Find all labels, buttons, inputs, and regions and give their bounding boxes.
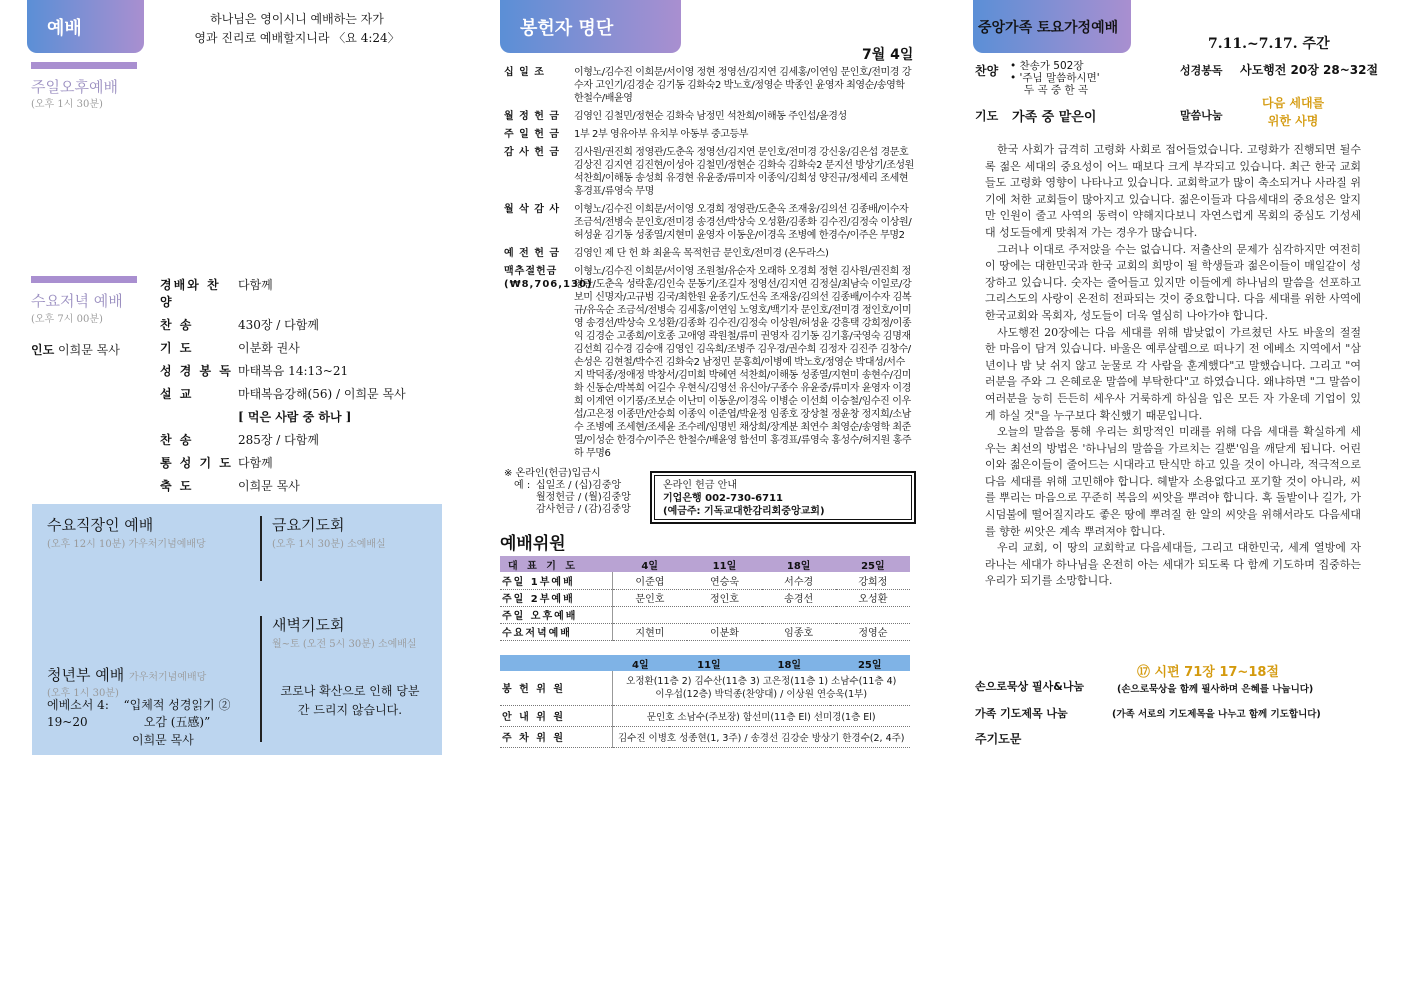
prayer-person: 서수경 (762, 572, 836, 589)
order-row (160, 474, 430, 497)
date-header: 18일 (777, 659, 802, 671)
online-examples (504, 480, 631, 516)
meditation-paragraph: 사도행전 20장에는 다음 세대를 위해 밤낮없이 가르쳤던 사도 바울의 절절한 마음이 담겨 있습니다. 바울은 예루살렘으로 떠나기 전 에베소 지역에서 "삼 년이나 밤 낮 쉬지 않고 눈물로 각 사람을 훈계했다"고 말했습니다. 그리고 "여러분을 주와 그 은혜로운 말씀에 부탁한다"고 하였습니다. 왜냐하면 "그 말씀이 여러분을 능히 든든히 세우사 거룩하게 하심을 입은 모든 자 가운데 기업이 있게 하실 것"을 누구보다 확신했기 때문입니다. (985, 325, 1361, 422)
order-key: 성 경 봉 독 (160, 364, 233, 378)
youth-time: (오후 1시 30분) (47, 688, 119, 699)
week-range: 7.11.~7.17. 주간 (1208, 36, 1330, 52)
offerers-tab-title: 봉헌자 명단 (520, 17, 614, 39)
staff-names: 문인호 소남수(주보장) 함선미(11층 El) 선미경(1층 El) (612, 705, 910, 726)
prayer-person: 송경선 (762, 589, 836, 606)
word-title-line: 다음 세대를 (1262, 96, 1325, 110)
order-key: 축 도 (160, 479, 194, 493)
offering-names: 이형노/김수진 이희문/서이영 정현 정영선/김지연 김세홍/이연임 문인호/전미경 강수자 고인기/김경순 김기동 김화숙2 박노호/정영순 박종인 윤영자 최영순/송영학 한철수/배윤영 (574, 67, 912, 104)
order-value: 마태복음강해(56) / 이희문 목사 (238, 387, 406, 401)
hymn-list (1010, 60, 1100, 96)
section-bar (31, 276, 137, 283)
offering-row (504, 203, 914, 242)
youth-ref: 에베소서 4: 19~20 (47, 698, 109, 729)
wed-time: (오후 7시 00분) (31, 314, 103, 325)
online-ex-list (536, 480, 631, 516)
prayer-person: 강희정 (836, 572, 910, 589)
youth-place: 가우처기념예배당 (129, 672, 207, 683)
other-services-box (32, 504, 442, 755)
offering-type: 맥추절헌금 (₩8,706,130) (504, 266, 593, 290)
order-value: 마태복음 14:13~21 (238, 364, 349, 378)
service-name: 수요저녁예배 (500, 623, 612, 640)
word-label: 말씀나눔 (1180, 109, 1223, 122)
staff-names-line: 오정환(11층 2) 김수산(11층 3) 고은정(11층 1) 소남수(11층 4) (626, 675, 897, 687)
committee-title: 예배위원 (500, 534, 566, 554)
order-value: 다함께 (238, 278, 273, 292)
date-header: 11일 (697, 659, 721, 671)
offering-type: 십 일 조 (504, 67, 545, 78)
lords-prayer-label: 주기도문 (975, 732, 1022, 746)
family-worship-tab (973, 0, 1131, 53)
order-row (160, 382, 430, 405)
order-row (160, 405, 430, 428)
offering-date: 7월 4일 (862, 47, 914, 63)
staff-header-row (500, 655, 910, 671)
leader-name: 이희문 목사 (58, 343, 120, 357)
workers-title: 수요직장인 예배 (47, 516, 154, 534)
online-offering-box (650, 471, 916, 524)
order-value: 이희문 목사 (238, 479, 300, 493)
youth-heading (47, 664, 206, 685)
prayer-person: 이준엽 (612, 572, 687, 589)
workers-time: (오후 12시 10분) 가우처기념예배당 (47, 539, 206, 550)
prayer-person: 문인호 (612, 589, 687, 606)
offering-type: 월 삭 감 사 (504, 204, 561, 215)
handwrite-desc: (손으로묵상을 함께 필사하며 은혜를 나눕니다) (1117, 684, 1314, 695)
offering-type: 월 정 헌 금 (504, 111, 561, 122)
hymn-1: 찬송가 502장 (1019, 60, 1084, 72)
offering-row (504, 66, 914, 105)
order-row (160, 451, 430, 474)
prayer-person-text: 가족 중 맡은이 (1012, 110, 1097, 125)
date-header: 4일 (641, 560, 658, 572)
order-row (160, 428, 430, 451)
sunday-pm-title: 주일오후예배 (31, 78, 118, 96)
worship-tab-title: 예배 (47, 17, 82, 39)
hymn-2: '주님 말씀하시면' (1019, 72, 1100, 84)
order-value: 285장 / 다함께 (238, 433, 319, 447)
order-row (160, 313, 430, 336)
online-box-title: 온라인 헌금 안내 (663, 480, 737, 491)
leader-label: 인도 (31, 343, 55, 357)
order-of-service (160, 273, 430, 497)
meditation-text (985, 142, 1361, 590)
staff-row (500, 671, 910, 705)
account-holder: (예금주: 기독교대한감리회중앙교회) (663, 506, 825, 517)
hymn-item: • '주님 말씀하시면' (1010, 72, 1100, 84)
sermon-title: [ 먹은 사람 중 하나 ] (238, 410, 352, 424)
offering-names: 김영인 김철민/정현순 김화숙 남정민 석찬희/이해동 주인섭/윤경성 (574, 111, 847, 122)
meditation-paragraph: 오늘의 말씀을 통해 우리는 희망적인 미래를 위해 다음 세대를 확실하게 세우는 최선의 방법은 '하나님의 말씀을 가르치는 길뿐'임을 깨닫게 됩니다. 어린이와 젊은이들이 줄어드는 시대라고 탄식만 하고 있을 것이 아니라, 적극적으로 다음 세대를 위해 고민해야 합니다. 헤밭자 소용없다고 포기할 것이 아니라, 씨를 뿌리는 마음으로 꾸준히 복음의 씨앗을 뿌려야 합니다. 혹 돌밭이나 길가, 가시덤불에 떨어질지라도 좋은 땅에 뿌려질 한 알의 씨앗을 위해서라도 다음세대를 향한 씨앗은 계속 뿌려져야 합니다. (985, 425, 1361, 538)
dawn-time: 월~토 (오전 5시 30분) 소예배실 (272, 639, 417, 650)
wed-title: 수요저녁 예배 (31, 292, 123, 310)
wed-leader (31, 341, 120, 358)
bank-account: 기업은행 002-730-6711 (663, 493, 784, 504)
friday-title: 금요기도회 (272, 516, 345, 534)
prayer-person: 지현미 (612, 623, 687, 640)
youth-title: 청년부 예배 (47, 666, 125, 684)
date-header: 25일 (861, 560, 885, 572)
order-row (160, 359, 430, 382)
staff-role: 주 차 위 원 (500, 726, 612, 747)
order-key: 설 교 (160, 387, 194, 401)
handwrite-label: 손으로묵상 필사&나눔 (975, 680, 1085, 693)
verse-line-2: 영과 진리로 예배할지니라 〈요 4:24〉 (194, 31, 400, 45)
youth-preacher: 이희문 목사 (132, 733, 194, 747)
date-header: 4일 (632, 659, 649, 671)
family-prayer-desc: (가족 서로의 기도제목을 나누고 함께 기도합니다) (1112, 709, 1321, 720)
offering-names: 이형노/김수진 이희문/서이영 오경희 정영관/도춘옥 조재웅/김의선 김종배/이수자 조금석/전병숙 문인호/전미경 송경선/박상숙 오성환/김종화 김수진/김정숙 이상원/허성윤 김기동 성종열/지현미 윤영자 이동운/이경옥 조병예 한경수/이주은 무명2 (574, 204, 912, 241)
staff-role: 안 내 위 원 (500, 705, 612, 726)
verse-line-1: 하나님은 영이시니 예배하는 자가 (210, 12, 384, 26)
offerers-tab (500, 0, 681, 53)
online-note-title: ※ 온라인(헌금)입금시 (504, 468, 601, 479)
offering-row (504, 247, 914, 260)
dawn-title: 새벽기도회 (272, 616, 345, 634)
prayer-label: 기도 (975, 109, 999, 123)
prayer-person: 임종호 (762, 623, 836, 640)
order-key: 찬 송 (160, 318, 194, 332)
online-ex: 월정헌금 / (월)김중앙 (536, 492, 631, 503)
section-bar (31, 62, 137, 69)
online-ex-label: 예 : (514, 480, 531, 491)
date-header: 25일 (857, 659, 882, 671)
order-key: 경배와 찬양 (160, 278, 221, 309)
offering-row (504, 128, 914, 141)
youth-sermon: “입체적 성경읽기 ②오감 (五感)” (123, 698, 231, 729)
staff-role: 봉 헌 위 원 (500, 671, 612, 705)
offering-names: 1부 2부 영유아부 유치부 아동부 중고등부 (574, 129, 748, 140)
service-name: 주일 1부예배 (500, 572, 612, 589)
staff-names: 김수진 이병호 성종현(1, 3주) / 송경선 김강순 방상기 한경수(2, 4주) (612, 726, 910, 747)
header-verse (192, 10, 402, 48)
word-title (1262, 94, 1324, 130)
hymn-label: 찬양 (975, 64, 999, 78)
offering-row (504, 110, 914, 123)
family-prayer-label: 가족 기도제목 나눔 (975, 707, 1068, 720)
offering-type: 주 일 헌 금 (504, 129, 561, 140)
online-note (504, 468, 631, 516)
staff-names (612, 671, 910, 705)
meditation-paragraph: 그러나 이대로 주저앉을 수는 없습니다. 저출산의 문제가 심각하지만 여전히 이 땅에는 대한민국과 한국 교회의 희망이 될 학생들과 젊은이들이 매일같이 성장하고 있습니다. 숫자는 줄어들고 있지만 이들에게 하나님의 말씀을 선포하고 그리스도의 사랑이 온전히 전파되는 것이 중요합니다. 다음 세대를 위한 사역에 한국교회와 목회자, 성도들이 더욱 열심히 나아가야 합니다. (985, 242, 1361, 322)
meditation-paragraph: 우리 교회, 이 땅의 교회학교 다음세대들, 그리고 대한민국, 세계 열방에 자라나는 세대가 하나님을 온전히 아는 세대가 되도록 다 함께 기도하며 집중하는 우리가 되기를 소망합니다. (985, 541, 1361, 588)
friday-time: (오후 1시 30분) 소예배실 (272, 539, 386, 550)
prayer-row (500, 623, 910, 640)
offering-row (504, 265, 914, 460)
prayer-header: 대 표 기 도 (508, 560, 579, 572)
offering-names: 김영인 제 단 헌 화 최윤옥 목적헌금 문인호/전미경 (온두라스) (574, 248, 829, 259)
prayer-person (687, 606, 761, 623)
prayer-person (762, 606, 836, 623)
prayer-row (500, 572, 910, 589)
family-worship-title: 중앙가족 토요가정예배 (978, 19, 1119, 36)
order-row (160, 336, 430, 359)
offering-names: 김사원/권진희 정영관/도춘옥 정영선/김지연 문인호/전미경 강신웅/김은섭 경문호 김상진 김지연 김진현/이성아 김철민/정현순 김화숙 김화숙2 문지선 방상기/조성원 석찬희/이해동 송성희 유경현 유윤중/류미자 이종익/김희성 양진규/정세리 조세현 홍경표/류영숙 무명 (574, 147, 914, 197)
meditation-paragraph: 한국 사회가 급격히 고령화 사회로 접어들었습니다. 고령화가 진행되면 될수록 젊은 세대의 중요성이 어느 때보다 크게 부각되고 있습니다. 최근 한국 교회들도 고령화 영향이 나타나고 있습니다. 교회학교가 많이 축소되거나 사라질 위기에 처한 교회들이 많아지고 있습니다. 젊은이들과 다음세대의 중요성은 알지만 인원이 줄고 사역의 동력이 약해지다보니 자연스럽게 목회의 중심도 기성세대 성도들에게 맞춰져 가는 경우가 많습니다. (985, 143, 1361, 239)
prayer-person: 정인호 (687, 589, 761, 606)
reading-ref: 사도행전 20장 28~32절 (1240, 63, 1379, 77)
online-ex: 십일조 / (십)김중앙 (536, 480, 622, 491)
prayer-header-row (500, 556, 910, 572)
prayer-duty-table (500, 556, 910, 641)
service-name: 주일 2부예배 (500, 589, 612, 606)
order-value: 이분화 권사 (238, 341, 300, 355)
staff-header-blank (500, 655, 612, 671)
order-key: 통 성 기 도 (160, 456, 233, 470)
hymn-3: 두 곡 중 한 곡 (1024, 84, 1089, 96)
date-header: 11일 (712, 560, 737, 572)
staff-row (500, 726, 910, 747)
prayer-row (500, 606, 910, 623)
order-row (160, 273, 430, 313)
divider (260, 516, 262, 581)
order-key: 찬 송 (160, 433, 194, 447)
prayer-person: 정영순 (836, 623, 910, 640)
staff-names-line: 이우섭(12층) 박덕종(찬양대) / 이상원 연승욱(1부) (655, 688, 868, 700)
staff-duty-table (500, 655, 910, 748)
handwrite-ref: ⑰ 시편 71장 17~18절 (1137, 665, 1279, 680)
date-header: 18일 (786, 560, 811, 572)
word-title-line: 위한 사명 (1267, 114, 1319, 128)
hymn-item: • 찬송가 502장 (1010, 60, 1084, 72)
staff-row (500, 705, 910, 726)
order-value: 430장 / 다함께 (238, 318, 319, 332)
sunday-pm-time: (오후 1시 30분) (31, 99, 103, 110)
prayer-person: 이분화 (687, 623, 761, 640)
offering-list (504, 66, 914, 465)
reading-label: 성경봉독 (1180, 64, 1223, 77)
offering-type: 감 사 헌 금 (504, 147, 561, 158)
online-offering-inner (654, 475, 912, 520)
order-key (160, 405, 238, 428)
divider (260, 616, 262, 742)
order-value: 다함께 (238, 456, 273, 470)
worship-tab (27, 0, 144, 53)
prayer-person: 연승욱 (687, 572, 761, 589)
offering-type: 예 전 헌 금 (504, 248, 561, 259)
prayer-row (500, 589, 910, 606)
prayer-person (836, 606, 910, 623)
service-name: 주일 오후예배 (500, 606, 612, 623)
prayer-person (612, 606, 687, 623)
offering-row (504, 146, 914, 198)
covid-notice: 코로나 확산으로 인해 당분간 드리지 않습니다. (280, 684, 420, 717)
offering-names: 이형노/김수진 이희문/서이영 조원철/유순자 오래하 오경희 정현 김사원/권진희 정영관/도춘옥 성락훈/김인숙 문동기/조길자 정영선/김지연 김정실/최남숙 이일로/강보미 신명자/고규범 김국/최한원 윤종기/도선옥 조재웅/김의선 김종배/이수자 김복규/유옥순 조금석/전병숙 김세홍/이연임 노영호/백기자 문인호/전미경 정인호/이미영 송경선/박상숙 오성환/김종화 김수진/김정숙 이상원/허성윤 강흥택 강희정/이종익 김경순 고종희/이호종 고애영 곽원철/류미 권영자 김기동 김기홍/국영숙 김명재 김선희 김수경 김승애 김영인 김옥희/조병주 김우경/권수희 김정자 김진주 김창수/손성은 김현철/박수진 김화숙2 남정민 문홍희/이병예 박노호/정영순 박대성/서수지 박덕종/정애정 박창서/김미희 박혜연 석찬희/이해동 성종열/지현미 송현수/김미화 신동순/박복희 어길수 우현식/김영선 유신아/구종수 유윤중/류미자 윤영자 이경희 이계연 이기풍/조보순 이난미 이동운/이경옥 이병순 이선희 이승철/임수진 이우섭/고은정 이종만/안승희 이종익 이준엽/박윤정 임종호 장상철 정윤창 정지희/소남수 조병예 조세현/조세윤 조수레/임명빈 채상희/장계분 최연수 최영순/송영학 최준열/이성순 한경수/이주은 한철수/배윤영 함선미 홍경표/류영숙 홍성수/허지원 홍주하 무명6 (574, 266, 912, 459)
order-key: 기 도 (160, 341, 194, 355)
online-ex: 감사헌금 / (감)김중앙 (536, 504, 631, 515)
prayer-person: 오성환 (836, 589, 910, 606)
